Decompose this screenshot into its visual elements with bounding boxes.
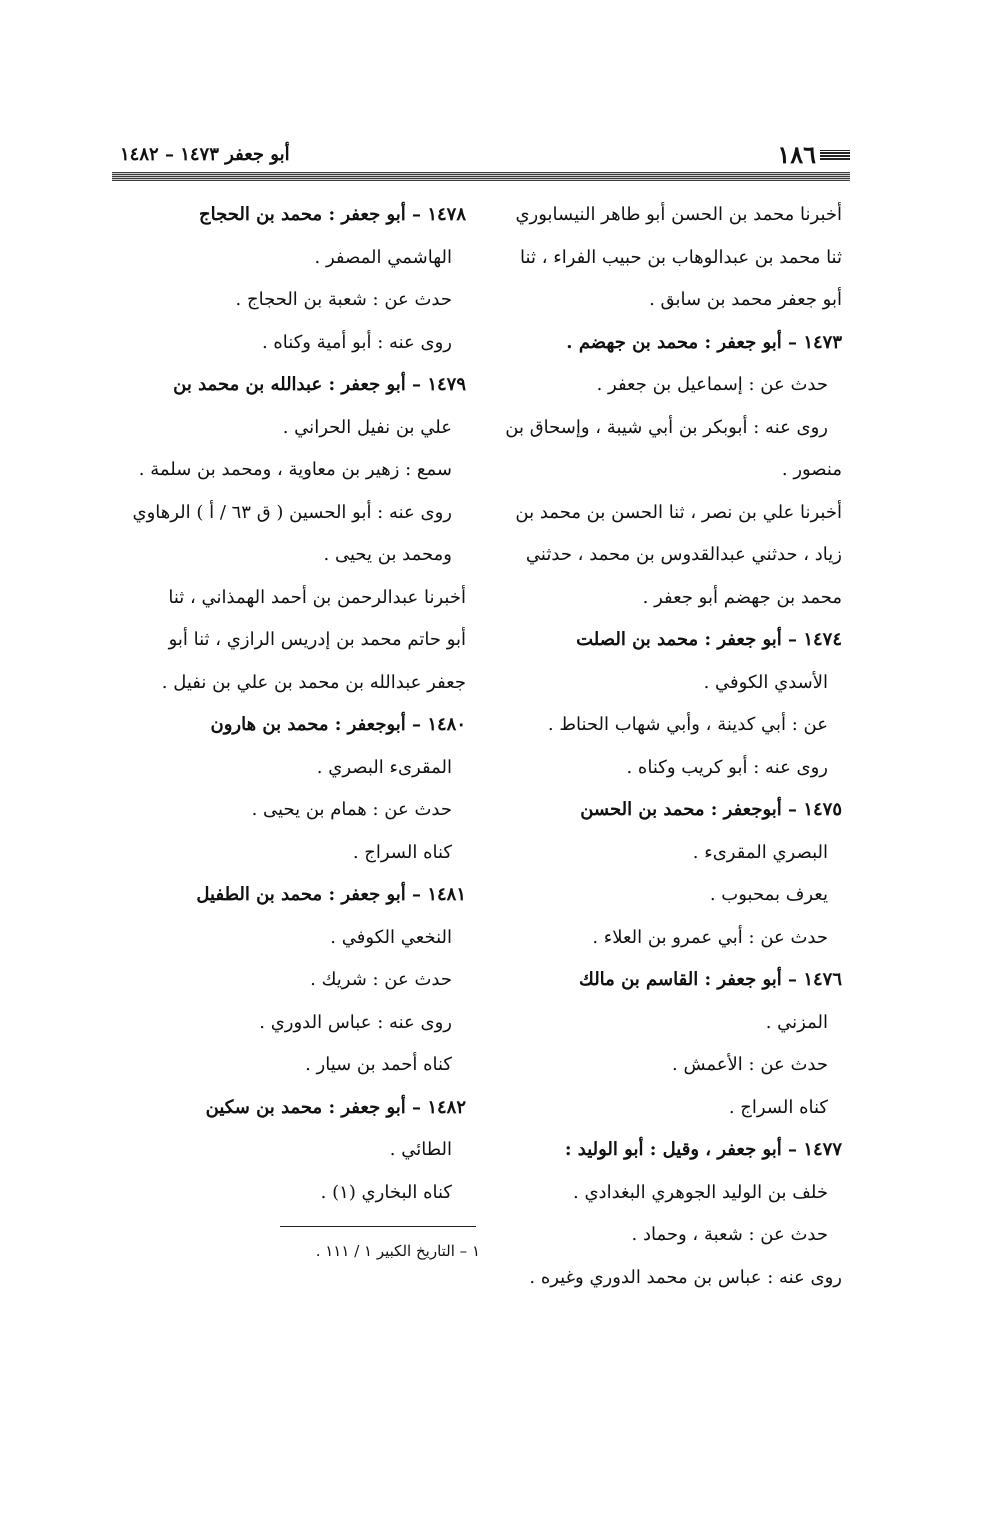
entry-heading: ١٤٧٦ – أبو جعفر : القاسم بن مالك xyxy=(579,969,842,990)
text-line: الطائي . xyxy=(389,1139,452,1160)
text-line: منصور . xyxy=(781,459,842,480)
right-column xyxy=(494,194,842,1299)
entry-heading: ١٤٧٤ – أبو جعفر : محمد بن الصلت xyxy=(576,629,842,650)
text-line: المزني . xyxy=(765,1011,828,1033)
text-line: روى عنه : أبو الحسين ( ق ٦٣ / أ ) الرهاوي xyxy=(132,501,452,523)
text-line: محمد بن جهضم أبو جعفر . xyxy=(642,586,842,608)
text-line: حدث عن : الأعمش . xyxy=(672,1054,828,1075)
text-line: جعفر عبدالله بن محمد بن علي بن نفيل . xyxy=(161,671,466,693)
text-line: خلف بن الوليد الجوهري البغدادي . xyxy=(573,1181,828,1203)
text-line: أخبرنا محمد بن الحسن أبو طاهر النيسابوري xyxy=(515,204,842,225)
text-line: زياد ، حدثني عبدالقدوس بن محمد ، حدثني xyxy=(525,544,842,565)
text-line: كناه السراج . xyxy=(352,841,452,863)
text-line: روى عنه : أبوبكر بن أبي شيبة ، وإسحاق بن xyxy=(505,416,828,438)
text-line: الأسدي الكوفي . xyxy=(703,671,828,693)
text-line: أخبرنا علي بن نصر ، ثنا الحسن بن محمد بن xyxy=(515,501,842,523)
entry-heading: ١٤٨٢ – أبو جعفر : محمد بن سكين xyxy=(205,1096,466,1118)
text-line: روى عنه : أبو كريب وكناه . xyxy=(626,756,828,778)
header-ornament xyxy=(820,150,850,160)
text-line: سمع : زهير بن معاوية ، ومحمد بن سلمة . xyxy=(138,459,452,480)
left-column xyxy=(118,194,466,1214)
text-line: كناه السراج . xyxy=(728,1096,828,1118)
page-number: ١٨٦ xyxy=(777,140,816,169)
text-line: حدث عن : شعبة بن الحجاج . xyxy=(235,289,452,310)
text-line: أخبرنا عبدالرحمن بن أحمد الهمذاني ، ثنا xyxy=(168,586,466,608)
text-line: عن : أبي كدينة ، وأبي شهاب الحناط . xyxy=(547,714,828,735)
text-line: حدث عن : شعبة ، وحماد . xyxy=(631,1224,828,1245)
text-line: حدث عن : إسماعيل بن جعفر . xyxy=(596,374,828,395)
entry-heading: ١٤٧٥ – أبوجعفر : محمد بن الحسن xyxy=(580,799,842,820)
entry-heading: ١٤٨٠ – أبوجعفر : محمد بن هارون xyxy=(210,714,466,735)
text-line: حدث عن : شريك . xyxy=(310,969,452,990)
entry-heading: ١٤٧٣ – أبو جعفر : محمد بن جهضم . xyxy=(566,331,842,353)
header-rule xyxy=(112,172,850,181)
text-line: ومحمد بن يحيى . xyxy=(323,544,452,565)
text-line: علي بن نفيل الحراني . xyxy=(282,416,452,438)
text-line: يعرف بمحبوب . xyxy=(709,884,828,905)
text-line: روى عنه : أبو أمية وكناه . xyxy=(261,331,452,353)
entry-heading: ١٤٨١ – أبو جعفر : محمد بن الطفيل xyxy=(196,884,466,905)
text-line: روى عنه : عباس بن محمد الدوري وغيره . xyxy=(529,1266,842,1288)
text-line: حدث عن : همام بن يحيى . xyxy=(251,799,452,820)
running-title: أبو جعفر ١٤٧٣ – ١٤٨٢ xyxy=(120,144,290,165)
text-line: ثنا محمد بن عبدالوهاب بن حبيب الفراء ، ثنا xyxy=(520,246,842,268)
text-line: النخعي الكوفي . xyxy=(330,926,452,948)
text-line: كناه البخاري (١) . xyxy=(320,1181,452,1203)
footnote-divider xyxy=(280,1226,476,1227)
entry-heading: ١٤٧٨ – أبو جعفر : محمد بن الحجاج xyxy=(199,204,466,225)
text-line: المقرىء البصري . xyxy=(316,756,452,778)
text-line: البصري المقرىء . xyxy=(692,841,828,863)
entry-heading: ١٤٧٩ – أبو جعفر : عبدالله بن محمد بن xyxy=(173,374,466,395)
text-line: حدث عن : أبي عمرو بن العلاء . xyxy=(592,926,828,948)
text-line: أبو حاتم محمد بن إدريس الرازي ، ثنا أبو xyxy=(168,629,466,650)
footnote: ١ – التاريخ الكبير ١ / ١١١ . xyxy=(315,1242,480,1260)
text-line: أبو جعفر محمد بن سابق . xyxy=(649,289,842,310)
text-line: الهاشمي المصفر . xyxy=(314,246,452,268)
text-line: روى عنه : عباس الدوري . xyxy=(259,1011,452,1033)
entry-heading: ١٤٧٧ – أبو جعفر ، وقيل : أبو الوليد : xyxy=(564,1139,842,1160)
page-header xyxy=(112,140,850,180)
text-line: كناه أحمد بن سيار . xyxy=(305,1054,452,1075)
